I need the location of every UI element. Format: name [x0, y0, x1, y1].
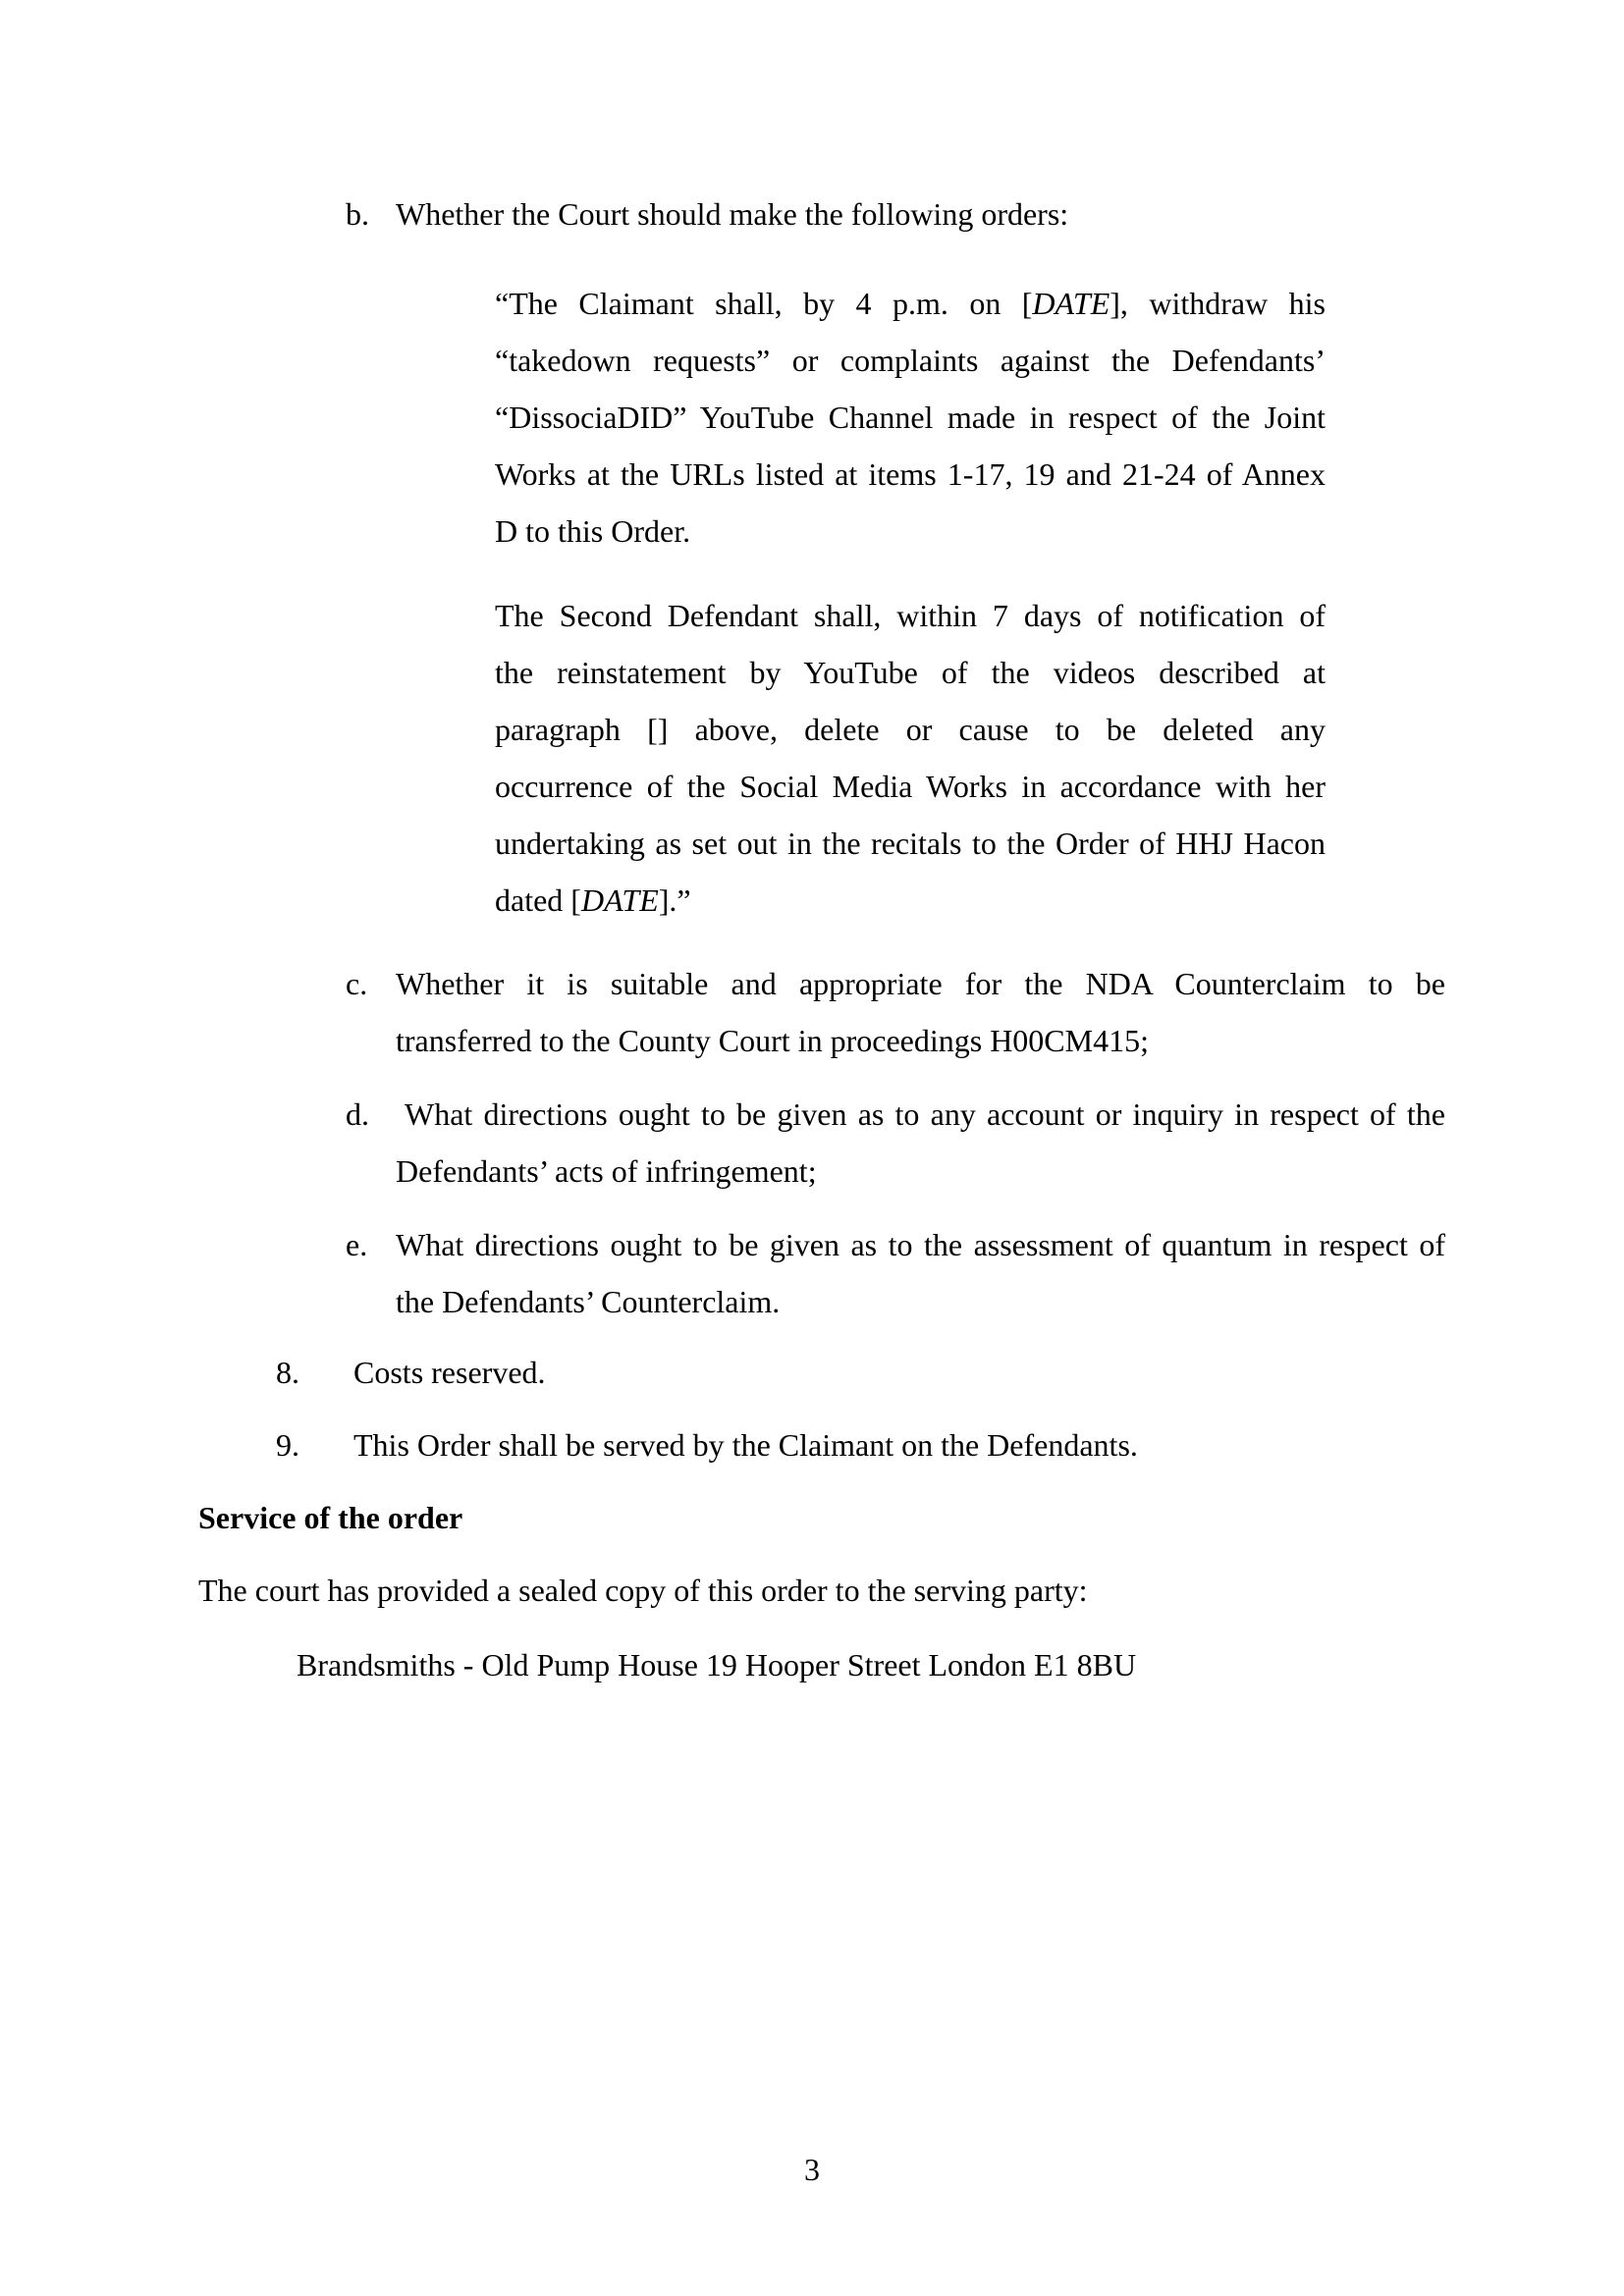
quote1-line-2: “takedown requests” or complaints against the Defendants’ [495, 343, 1326, 378]
list-text-c-line-1: Whether it is suitable and appropriate for the NDA Counterclaim to be [396, 966, 1445, 1001]
list-text-b: Whether the Court should make the following orders: [396, 196, 1069, 232]
quote2-line-2: the reinstatement by YouTube of the videos described at [495, 655, 1326, 690]
page-number: 3 [804, 2152, 820, 2187]
quote1-line-1: “The Claimant shall, by 4 p.m. on [DATE], withdraw his [495, 286, 1326, 321]
quote1-line-3: “DissociaDID” YouTube Channel made in respect of the Joint [495, 400, 1326, 435]
list-item-e [346, 1216, 1445, 1330]
list-label-e: e. [346, 1227, 368, 1262]
list-text-e-line-2: the Defendants’ Counterclaim. [396, 1284, 781, 1319]
list-item-b [346, 196, 1445, 233]
quote-paragraph-2 [495, 587, 1326, 929]
quote1-line-5: D to this Order. [495, 513, 691, 549]
list-label-c: c. [346, 966, 368, 1001]
list-text-d-line-2: Defendants’ acts of infringement; [396, 1153, 817, 1189]
paragraph-number-8: 8. [276, 1355, 299, 1390]
numbered-paragraph-8 [276, 1355, 1454, 1391]
quote2-line-4: occurrence of the Social Media Works in accordance with her [495, 769, 1326, 804]
date-placeholder: DATE [580, 882, 659, 918]
paragraph-number-9: 9. [276, 1427, 299, 1463]
list-label-b: b. [346, 196, 369, 232]
list-text-c-line-2: transferred to the County Court in proceedings H00CM415; [396, 1023, 1149, 1058]
paragraph-text-9: This Order shall be served by the Claimant on the Defendants. [353, 1427, 1138, 1463]
list-label-d: d. [346, 1096, 369, 1132]
quote2-line-3: paragraph [] above, delete or cause to be deleted any [495, 712, 1326, 747]
paragraph-text-8: Costs reserved. [353, 1355, 546, 1390]
list-text-e-line-1: What directions ought to be given as to the assessment of quantum in respect of [396, 1227, 1445, 1262]
list-item-c [346, 955, 1445, 1069]
quote-paragraph-1 [495, 275, 1326, 560]
quote2-line-5: undertaking as set out in the recitals to the Order of HHJ Hacon [495, 826, 1326, 861]
quote1-line-4: Works at the URLs listed at items 1-17, 19 and 21-24 of Annex [495, 456, 1326, 492]
date-placeholder: DATE [1032, 286, 1110, 321]
numbered-paragraph-9 [276, 1427, 1454, 1464]
quote2-line-1: The Second Defendant shall, within 7 days of notification of [495, 598, 1326, 633]
list-text-d-line-1: What directions ought to be given as to any account or inquiry in respect of the [405, 1096, 1445, 1132]
service-heading: Service of the order [198, 1500, 463, 1535]
list-item-d [346, 1086, 1445, 1200]
quote2-line-6: dated [DATE].” [495, 882, 691, 918]
service-text: The court has provided a sealed copy of this order to the serving party: [198, 1573, 1088, 1608]
service-address: Brandsmiths - Old Pump House 19 Hooper Street London E1 8BU [297, 1647, 1137, 1682]
